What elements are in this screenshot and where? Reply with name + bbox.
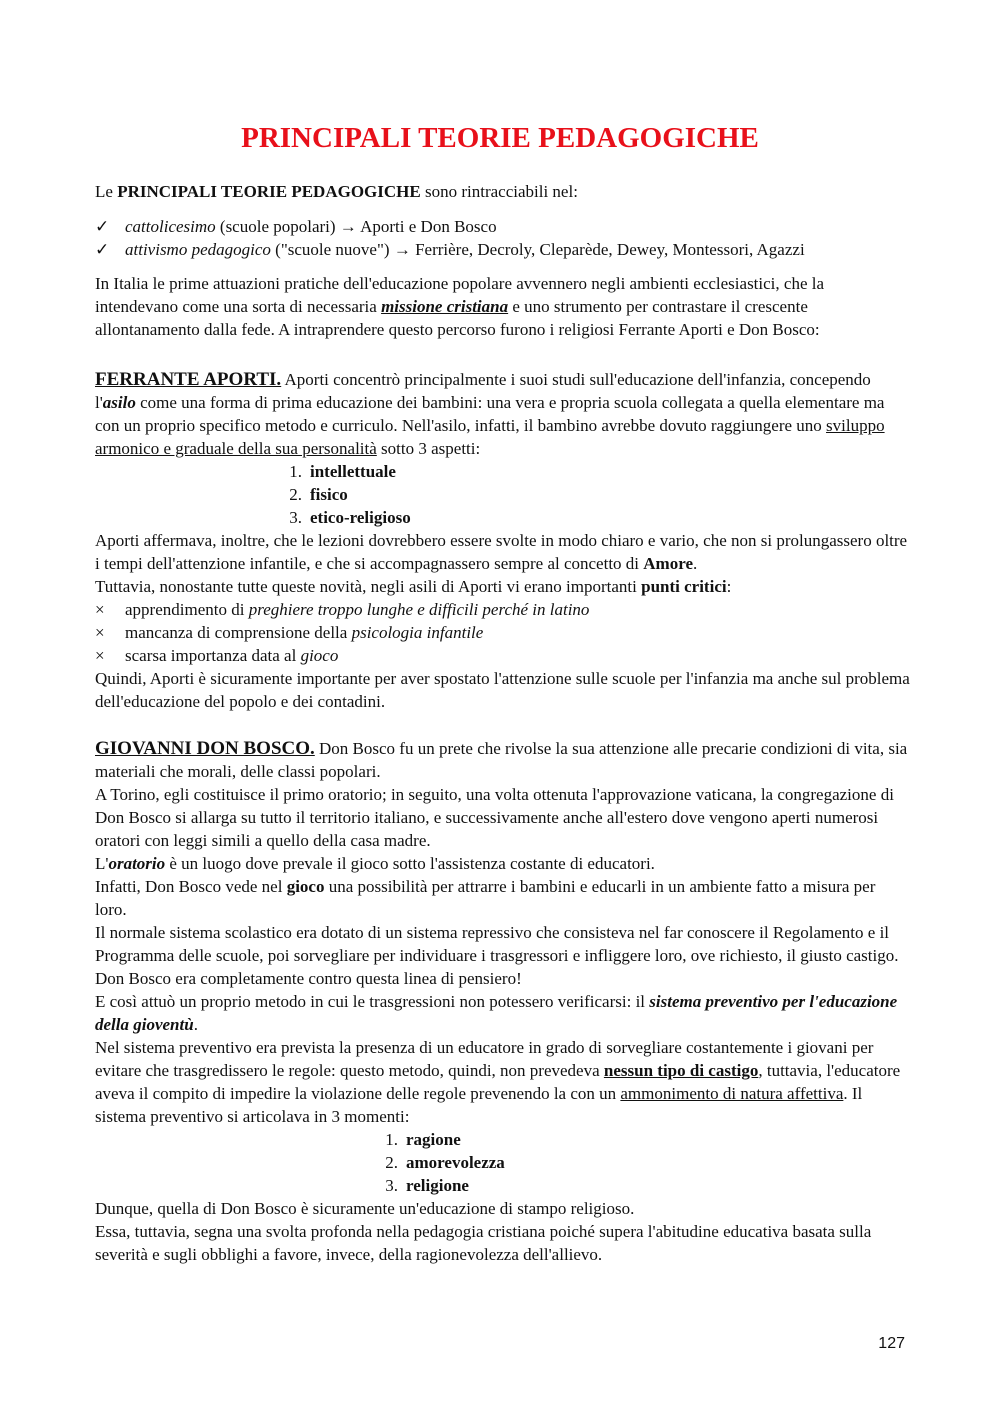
check-mark-icon: ✓ (95, 240, 110, 259)
bosco-essa-paragraph: Essa, tuttavia, segna una svolta profonda nella pedagogia cristiana poiché supera l'abitudine educativa basata sulla severità e sugli obblighi a favore, invece, della ragionevolezza dell'allievo. (95, 1222, 872, 1264)
aspects-list (95, 460, 910, 529)
aporti-heading: FERRANTE APORTI. (95, 369, 282, 390)
bosco-heading: GIOVANNI DON BOSCO. (95, 738, 315, 759)
check-list-item (95, 238, 910, 261)
aporti-section (95, 368, 910, 713)
critical-list-item: × scarsa importanza data al gioco (95, 646, 339, 665)
intro-text: Le (95, 182, 118, 201)
page-title: PRINCIPALI TEORIE PEDAGOGICHE (241, 122, 759, 154)
cross-mark-icon: × (95, 600, 105, 619)
intro-paragraph (95, 180, 910, 203)
intro-text-end: sono rintracciabili nel: (420, 182, 578, 201)
missione-cristiana-text: missione cristiana (381, 297, 509, 316)
bosco-contro-paragraph: Don Bosco era completamente contro questa linea di pensiero! (95, 969, 522, 988)
page-number: 127 (878, 1335, 905, 1352)
aporti-paragraph: FERRANTE APORTI. Aporti concentrò principalmente i suoi studi sull'educazione dell'infanzia, concependo l'asilo come una forma di prima educazione dei bambini: una vera e propria scuola collegata a quella elementare ma con un proprio specifico metodo e curriculo. Nell'asilo, infatti, il bambino avrebbe dovuto raggiungere uno sviluppo armonico e graduale della sua personalità sotto 3 aspetti: (95, 369, 885, 458)
nessun-castigo-text: nessun tipo di castigo (603, 1061, 759, 1080)
bosco-paragraph: GIOVANNI DON BOSCO. Don Bosco fu un prete che rivolse la sua attenzione alle precarie condizioni di vita, sia materiali che morali, delle classi popolari. (95, 738, 908, 781)
list-item: 1. intellettuale (289, 462, 396, 481)
cross-mark-icon: × (95, 623, 105, 642)
bosco-nel-sistema-paragraph: Nel sistema preventivo era prevista la presenza di un educatore in grado di sorvegliare costantemente i giovani per evitare che trasgredissero le regole: questo metodo, quindi, non prevedeva nessun tipo di castigo, tuttavia, l'educatore aveva il compito di impedire la violazione delle regole prevenendo la con un ammonimento di natura affettiva. Il sistema preventivo si articolava in 3 momenti: (95, 1038, 901, 1126)
bosco-torino-paragraph: A Torino, egli costituisce il primo oratorio; in seguito, una volta ottenuta l'approvazione vaticana, la congregazione di Don Bosco si allarga su tutto il territorio italiano, e successivamente anche all'estero dove vengono aperti numerosi oratori con leggi simili a quello della casa madre. (95, 785, 894, 850)
cross-mark-icon: × (95, 646, 105, 665)
list-item: 2. fisico (289, 485, 348, 504)
italia-paragraph: In Italia le prime attuazioni pratiche dell'educazione popolare avvennero negli ambienti ecclesiastici, che la intendevano come una sorta di necessaria missione cristiana e uno strumento per contrastare il crescente allontanamento dalla fede. A intraprendere questo percorso furono i religiosi Ferrante Aporti e Don Bosco: (95, 274, 825, 339)
bosco-section (95, 737, 910, 1266)
check-mark-icon: ✓ (95, 217, 110, 236)
critical-list-item: × mancanza di comprensione della psicologia infantile (95, 623, 484, 642)
list-item: 1. ragione (385, 1130, 461, 1149)
aporti-lezioni-paragraph: Aporti affermava, inoltre, che le lezioni dovrebbero essere svolte in modo chiaro e vario, che non si prolungassero oltre i tempi dell'attenzione infantile, e che si accompagnassero sempre al concetto di Amore. (95, 531, 908, 573)
aporti-conclusion: Quindi, Aporti è sicuramente importante per aver spostato l'attenzione sulle scuole per l'infanzia ma anche sul problema dell'educazione del popolo e dei contadini. (95, 669, 910, 711)
check-list-item (95, 215, 910, 238)
list-item: 2. amorevolezza (385, 1153, 505, 1172)
intro-bold-text: PRINCIPALI TEORIE PEDAGOGICHE (117, 182, 421, 201)
bosco-preventivo-paragraph: E così attuò un proprio metodo in cui le trasgressioni non potessero verificarsi: il sistema preventivo per l'educazione della gioventù. (95, 992, 898, 1034)
bosco-gioco-paragraph: Infatti, Don Bosco vede nel gioco una possibilità per attrarre i bambini e educarli in un ambiente fatto a misura per loro. (95, 877, 876, 919)
bosco-oratorio-paragraph: L'oratorio è un luogo dove prevale il gioco sotto l'assistenza costante di educatori. (95, 854, 655, 873)
bosco-normale-paragraph: Il normale sistema scolastico era dotato di un sistema repressivo che consisteva nel far conoscere il Regolamento e il Programma delle scuole, poi sorvegliare per individuare i trasgressori e infliggere loro, ove richiesto, il giusto castigo. (95, 923, 899, 965)
list-item: 3. religione (385, 1176, 469, 1195)
intro-section (95, 180, 910, 341)
list-item: 3. etico-religioso (289, 508, 411, 527)
ammonimento-text: ammonimento di natura affettiva (620, 1084, 844, 1103)
bosco-dunque-paragraph: Dunque, quella di Don Bosco è sicuramente un'educazione di stampo religioso. (95, 1199, 635, 1218)
moments-list (95, 1128, 910, 1197)
check-item-text: attivismo pedagogico ("scuole nuove") → Ferrière, Decroly, Cleparède, Dewey, Montessori, Agazzi (125, 240, 805, 259)
sviluppo-armonico-text: sviluppo armonico e graduale della sua personalità (95, 416, 885, 458)
check-item-text: cattolicesimo (scuole popolari) → Aporti e Don Bosco (125, 217, 497, 236)
aporti-critici-paragraph: Tuttavia, nonostante tutte queste novità, negli asili di Aporti vi erano importanti punti critici: (95, 577, 732, 596)
critical-list-item: × apprendimento di preghiere troppo lunghe e difficili perché in latino (95, 600, 590, 619)
